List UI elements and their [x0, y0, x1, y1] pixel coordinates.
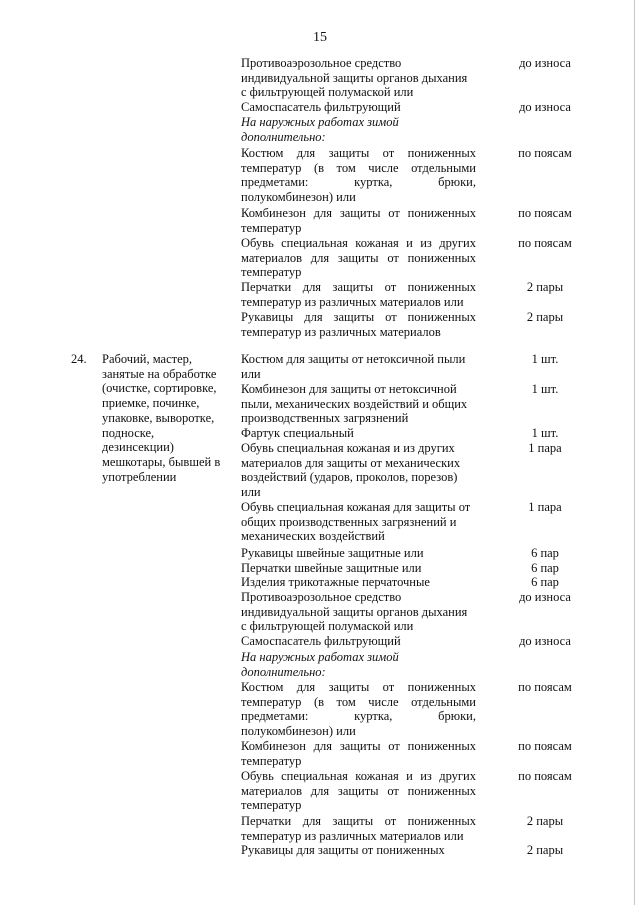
protective-item — [241, 441, 476, 500]
item-line: Комбинезон для защиты от нетоксичной — [241, 382, 457, 396]
item-line: температур (в том числе отдельными — [241, 160, 476, 175]
item-line: полукомбинезон) или — [241, 724, 356, 739]
issue-norm: 2 пары — [526, 280, 564, 294]
item-line: Перчатки для защиты от пониженных — [241, 280, 476, 294]
item-line: индивидуальной защиты органов дыхания — [241, 70, 468, 85]
item-line: Рукавицы для защиты от пониженных — [241, 310, 476, 324]
item-line: Самоспасатель фильтрующий — [241, 100, 401, 114]
item-line: Рукавицы швейные защитные или — [241, 546, 424, 560]
item-line: предметами: куртка, брюки, — [241, 709, 476, 724]
item-line: Костюм для защиты от пониженных — [241, 680, 476, 694]
protective-item — [241, 56, 476, 100]
item-line: или — [241, 366, 261, 381]
protective-item — [241, 769, 476, 813]
item-line: производственных загрязнений — [241, 411, 409, 426]
item-line: дополнительно: — [241, 664, 326, 679]
issue-norm: 6 пар — [531, 575, 559, 589]
issue-norm: по поясам — [518, 236, 572, 250]
item-line: Самоспасатель фильтрующий — [241, 634, 401, 648]
protective-item — [241, 814, 476, 843]
profession-line: занятые на обработке — [102, 366, 217, 381]
item-line: температур из различных материалов или — [241, 828, 464, 843]
item-line: Костюм для защиты от нетоксичной пыли — [241, 352, 466, 366]
issue-norm: по поясам — [518, 680, 572, 694]
item-line: температур из различных материалов — [241, 324, 441, 339]
item-line: температур — [241, 265, 302, 280]
item-line: Костюм для защиты от пониженных — [241, 146, 476, 160]
section-note — [241, 650, 476, 679]
item-line: Обувь специальная кожаная для защиты от — [241, 500, 471, 514]
item-line: общих производственных загрязнений и — [241, 514, 457, 529]
protective-item — [241, 352, 476, 381]
scan-edge-line — [634, 0, 635, 905]
issue-norm: по поясам — [518, 769, 572, 783]
issue-norm: по поясам — [518, 146, 572, 160]
item-line: температур — [241, 798, 302, 813]
item-line: Изделия трикотажные перчаточные — [241, 575, 430, 589]
item-line: температур (в том числе отдельными — [241, 694, 476, 709]
protective-item — [241, 310, 476, 339]
section-note — [241, 115, 476, 144]
profession-line: подноске, — [102, 425, 155, 440]
item-line: материалов для защиты от пониженных — [241, 250, 476, 265]
item-line: с фильтрующей полумаской или — [241, 619, 414, 634]
issue-norm: до износа — [519, 56, 571, 70]
profession-line: дезинсекции) — [102, 440, 174, 455]
protective-item — [241, 100, 476, 115]
item-line: воздействий (ударов, проколов, порезов) — [241, 470, 458, 485]
item-line: температур — [241, 753, 302, 768]
protective-item — [241, 561, 476, 576]
item-line: температур — [241, 220, 302, 235]
issue-norm: 1 шт. — [531, 426, 559, 440]
row-number: 24. — [71, 352, 87, 366]
item-line: Обувь специальная кожаная и из других — [241, 236, 476, 250]
issue-norm: до износа — [519, 100, 571, 114]
item-line: Перчатки швейные защитные или — [241, 561, 422, 575]
item-line: дополнительно: — [241, 129, 326, 144]
profession-line: употреблении — [102, 469, 177, 484]
page-number: 15 — [313, 30, 327, 45]
issue-norm: 1 шт. — [531, 352, 559, 366]
protective-item — [241, 546, 476, 561]
profession-line: упаковке, выворотке, — [102, 410, 215, 425]
issue-norm: 2 пары — [526, 843, 564, 857]
protective-item — [241, 236, 476, 280]
item-line: Комбинезон для защиты от пониженных — [241, 206, 476, 220]
item-line: Обувь специальная кожаная и из других — [241, 441, 455, 455]
item-line: На наружных работах зимой — [241, 115, 399, 129]
protective-item — [241, 739, 476, 768]
protective-item — [241, 680, 476, 739]
protective-item — [241, 426, 476, 441]
protective-item — [241, 382, 476, 426]
item-line: механических воздействий — [241, 529, 385, 544]
protective-item — [241, 500, 476, 544]
item-line: Комбинезон для защиты от пониженных — [241, 739, 476, 753]
issue-norm: 2 пары — [526, 814, 564, 828]
item-line: Противоаэрозольное средство — [241, 56, 402, 70]
item-line: с фильтрующей полумаской или — [241, 85, 414, 100]
issue-norm: до износа — [519, 590, 571, 604]
protective-item — [241, 280, 476, 309]
item-line: Фартук специальный — [241, 426, 354, 440]
profession-line: (очистке, сортировке, — [102, 381, 217, 396]
profession-line: приемке, починке, — [102, 396, 200, 411]
issue-norm: 1 пара — [528, 441, 562, 455]
issue-norm: до износа — [519, 634, 571, 648]
item-line: Противоаэрозольное средство — [241, 590, 402, 604]
item-line: материалов для защиты от пониженных — [241, 783, 476, 798]
item-line: предметами: куртка, брюки, — [241, 175, 476, 190]
protective-item — [241, 590, 476, 634]
profession-line: мешкотары, бывшей в — [102, 454, 221, 469]
issue-norm: 1 пара — [528, 500, 562, 514]
protective-item — [241, 146, 476, 205]
item-line: или — [241, 485, 261, 500]
protective-item — [241, 843, 476, 858]
item-line: температур из различных материалов или — [241, 294, 464, 309]
issue-norm: 1 шт. — [531, 382, 559, 396]
issue-norm: 6 пар — [531, 546, 559, 560]
item-line: индивидуальной защиты органов дыхания — [241, 604, 468, 619]
row-profession — [102, 352, 232, 484]
protective-item — [241, 634, 476, 649]
issue-norm: 6 пар — [531, 561, 559, 575]
item-line: пыли, механических воздействий и общих — [241, 396, 468, 411]
item-line: полукомбинезон) или — [241, 190, 356, 205]
item-line: Перчатки для защиты от пониженных — [241, 814, 476, 828]
issue-norm: 2 пары — [526, 310, 564, 324]
item-line: Обувь специальная кожаная и из других — [241, 769, 476, 783]
profession-line: Рабочий, мастер, — [102, 352, 193, 366]
item-line: материалов для защиты от механических — [241, 455, 461, 470]
item-line: На наружных работах зимой — [241, 650, 399, 664]
issue-norm: по поясам — [518, 739, 572, 753]
item-line: Рукавицы для защиты от пониженных — [241, 843, 445, 857]
issue-norm: по поясам — [518, 206, 572, 220]
protective-item — [241, 575, 476, 590]
protective-item — [241, 206, 476, 235]
